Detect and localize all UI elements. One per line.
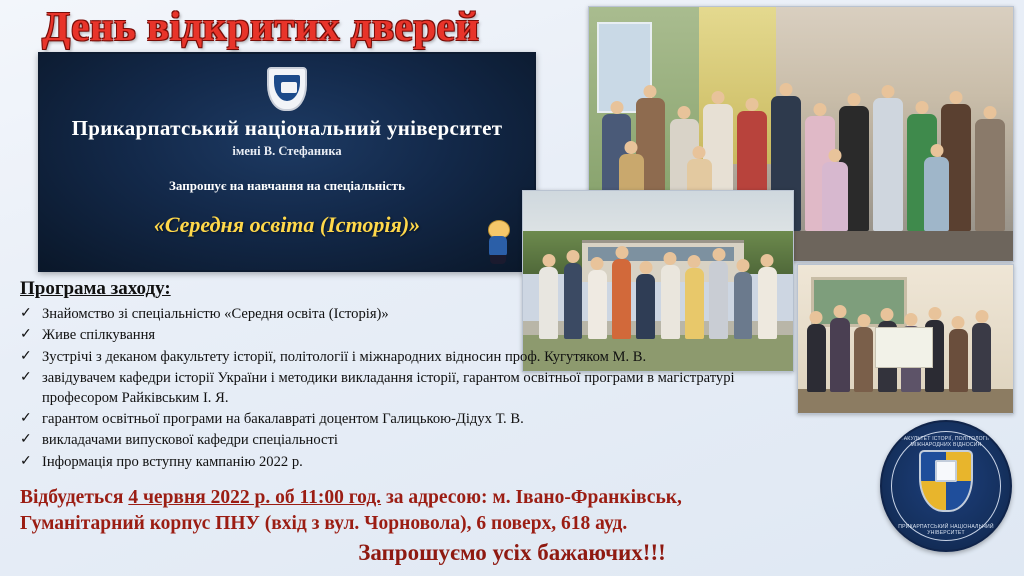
list-item-label: Інформація про вступну кампанію 2022 р. bbox=[42, 453, 303, 470]
check-icon: ✓ bbox=[20, 411, 32, 427]
list-item-label: гарантом освітньої програми на бакалавраті доцентом Галицькою-Дідух Т. В. bbox=[42, 411, 524, 428]
check-icon: ✓ bbox=[20, 348, 32, 364]
list-item bbox=[20, 348, 780, 367]
event-invitation-line: Запрошуємо усіх бажаючих!!! bbox=[358, 540, 666, 565]
event-line-prefix: Відбудеться bbox=[20, 487, 129, 508]
list-item bbox=[20, 305, 780, 324]
list-item bbox=[20, 410, 780, 429]
check-icon: ✓ bbox=[20, 327, 32, 343]
event-address-line: Гуманітарний корпус ПНУ (вхід з вул. Чорновола), 6 поверх, 618 ауд. bbox=[20, 513, 628, 534]
photo-group-classroom bbox=[797, 264, 1014, 414]
banner-invite-line: Запрошує на навчання на спеціальність bbox=[169, 178, 405, 193]
list-item bbox=[20, 453, 780, 472]
program-list bbox=[20, 305, 780, 474]
list-item-label: викладачами випускової кафедри спеціальності bbox=[42, 432, 338, 449]
list-item-label: Живе спілкування bbox=[42, 327, 156, 344]
page-title: День відкритих дверей bbox=[42, 3, 480, 49]
seal-text-top: ФАКУЛЬТЕТ ІСТОРІЇ, ПОЛІТОЛОГІЇ І МІЖНАРОДНИХ ВІДНОСИН bbox=[899, 436, 993, 448]
banner-university-name: Прикарпатський національний університет bbox=[71, 116, 503, 140]
seal-shield-icon bbox=[919, 450, 973, 512]
university-emblem-icon bbox=[267, 67, 307, 111]
list-item bbox=[20, 326, 780, 345]
list-item-label: завідувачем кафедри історії України і методики викладання історії, гарантом освітньої програми в магістратурі професором Райківським І. Я. bbox=[42, 370, 735, 406]
list-item bbox=[20, 369, 780, 408]
university-banner bbox=[38, 52, 536, 272]
list-item-label: Знайомство зі спеціальністю «Середня освіта (Історія)» bbox=[42, 306, 389, 322]
faculty-seal-icon bbox=[880, 420, 1012, 552]
banner-specialty: «Середня освіта (Історія)» bbox=[153, 212, 421, 237]
event-datetime-line bbox=[20, 487, 682, 509]
list-item bbox=[20, 431, 780, 450]
check-icon: ✓ bbox=[20, 432, 32, 448]
check-icon: ✓ bbox=[20, 370, 32, 386]
check-icon: ✓ bbox=[20, 306, 32, 321]
banner-university-name-secondary: імені В. Стефаника bbox=[232, 144, 342, 158]
seal-text-bottom: ПРИКАРПАТСЬКИЙ НАЦІОНАЛЬНИЙ УНІВЕРСИТЕТ bbox=[898, 524, 994, 536]
check-icon: ✓ bbox=[20, 453, 32, 469]
event-datetime: 4 червня 2022 р. об 11:00 год. bbox=[128, 487, 382, 508]
program-heading: Програма заходу: bbox=[20, 278, 171, 299]
mascot-figure-icon bbox=[486, 220, 510, 264]
list-item-label: Зустрічі з деканом факультету історії, політології і міжнародних відносин проф. Кугутяком М. В. bbox=[42, 348, 647, 365]
event-line-suffix: за адресою: м. Івано-Франківськ, bbox=[381, 487, 682, 508]
